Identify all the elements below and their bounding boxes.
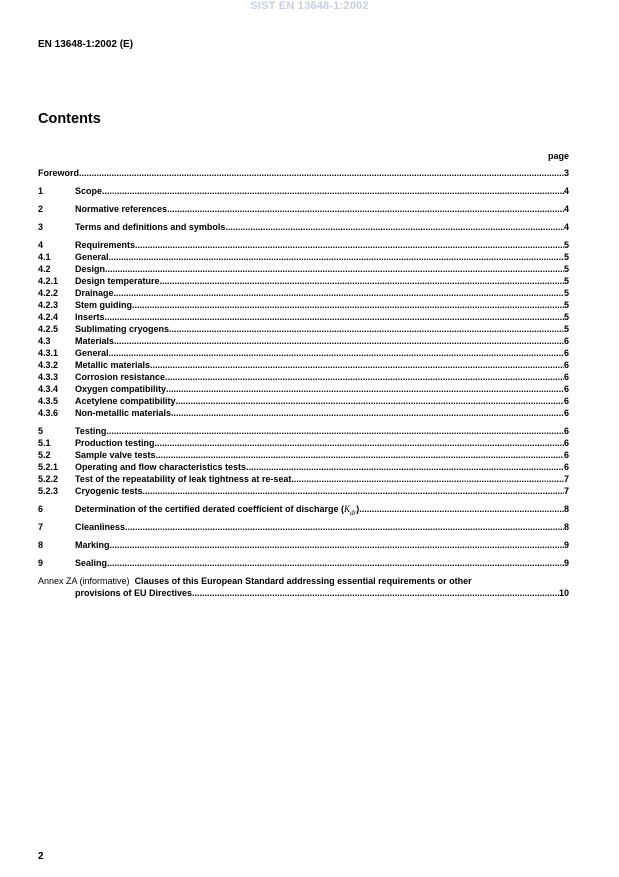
toc-entry-4-3[interactable] <box>38 335 569 347</box>
toc-leader-dots <box>150 359 564 371</box>
toc-entry-title: Sample valve tests <box>75 450 156 460</box>
toc-entry-page: 5 <box>563 240 569 250</box>
toc-entry-title: Operating and flow characteristics tests <box>75 462 247 472</box>
toc-entry-page: 4 <box>563 186 569 196</box>
toc-entry-page: 6 <box>563 372 569 382</box>
toc-leader-dots <box>114 335 564 347</box>
toc-entry-page: 6 <box>563 348 569 358</box>
toc-entry-number: 4.3.4 <box>38 384 59 394</box>
toc-entry-title: Determination of the certified derated coefficient of discharge $(K_{dr})$ <box>75 504 360 517</box>
toc-entry-title: Oxygen compatibility <box>75 384 167 394</box>
toc-entry-number: 5.2.1 <box>38 462 59 472</box>
toc-entry-7[interactable] <box>38 521 569 533</box>
toc-entry-4-2[interactable] <box>38 263 569 275</box>
toc-entry-page: 9 <box>563 558 569 568</box>
toc-entry-page: 6 <box>563 360 569 370</box>
toc-entry-number: 4.2.5 <box>38 324 59 334</box>
toc-entry-title: Foreword <box>38 168 80 178</box>
toc-entry-number: 4.2.4 <box>38 312 59 322</box>
toc-entry-4[interactable] <box>38 239 569 251</box>
toc-leader-dots <box>155 437 564 449</box>
toc-leader-dots <box>105 263 564 275</box>
toc-entry-page: 5 <box>563 288 569 298</box>
toc-entry-page: 7 <box>563 474 569 484</box>
toc-entry-page: 6 <box>563 336 569 346</box>
footer-page-number: 2 <box>38 851 44 862</box>
toc-entry-number: 5.2 <box>38 450 51 460</box>
toc-entry-5-1[interactable] <box>38 437 569 449</box>
toc-list-after <box>38 521 569 569</box>
toc-entry-4-2-3[interactable] <box>38 299 569 311</box>
toc-entry-4-3-1[interactable] <box>38 347 569 359</box>
toc-entry-title: Stem guiding <box>75 300 132 310</box>
toc-entry-4-3-5[interactable] <box>38 395 569 407</box>
toc-entry-title: Cryogenic tests <box>75 486 143 496</box>
toc-entry-number: 4.3.3 <box>38 372 59 382</box>
toc-leader-dots <box>110 539 564 551</box>
toc-leader-dots <box>143 485 564 497</box>
toc-entry-page: 6 <box>563 396 569 406</box>
toc-entry-title: Scope <box>75 186 103 196</box>
toc-entry-page: 6 <box>563 438 569 448</box>
toc-entry-title: Sealing <box>75 558 108 568</box>
toc-entry-title: Marking <box>75 540 110 550</box>
toc-entry-number: 4.2.3 <box>38 300 59 310</box>
toc-leader-dots <box>156 449 564 461</box>
toc-entry-page: 5 <box>563 312 569 322</box>
toc-entry-page: 8 <box>563 504 569 514</box>
toc-entry-page: 6 <box>563 450 569 460</box>
toc-entry-page: 5 <box>563 300 569 310</box>
toc-leader-dots <box>132 299 564 311</box>
toc-entry-number: 4 <box>38 240 44 250</box>
toc-entry-title: General <box>75 348 109 358</box>
toc-leader-dots <box>359 503 564 515</box>
toc-entry-4-3-2[interactable] <box>38 359 569 371</box>
toc-leader-dots <box>79 167 564 179</box>
toc-entry-9[interactable] <box>38 557 569 569</box>
toc-entry-number: 1 <box>38 186 44 196</box>
toc-entry-title: Non-metallic materials <box>75 408 172 418</box>
toc-entry-page: 6 <box>563 384 569 394</box>
toc-entry-number: 4.3.1 <box>38 348 59 358</box>
toc-entry-page: 5 <box>563 276 569 286</box>
toc-entry-title: Inserts <box>75 312 105 322</box>
annex-prefix: Annex ZA (informative) <box>38 576 130 586</box>
toc-entry-page: 5 <box>563 252 569 262</box>
toc-leader-dots <box>106 425 564 437</box>
toc-leader-dots <box>171 407 564 419</box>
toc-leader-dots <box>102 185 564 197</box>
toc-entry-4-2-2[interactable] <box>38 287 569 299</box>
toc-entry-number: 9 <box>38 558 44 568</box>
toc-leader-dots <box>109 347 564 359</box>
toc-leader-dots <box>225 221 564 233</box>
toc-list <box>38 185 569 497</box>
toc-entry-4-2-1[interactable] <box>38 275 569 287</box>
toc-entry-page: 4 <box>563 222 569 232</box>
toc-entry-number: 4.3.5 <box>38 396 59 406</box>
toc-entry-title: Cleanliness <box>75 522 126 532</box>
toc-entry-page: 5 <box>563 324 569 334</box>
toc-entry-number: 6 <box>38 504 44 514</box>
toc-entry-page: 3 <box>563 168 569 178</box>
toc-leader-dots <box>291 473 564 485</box>
toc-leader-dots <box>169 323 564 335</box>
toc-entry-page: 5 <box>563 264 569 274</box>
toc-entry-5-2-2[interactable] <box>38 473 569 485</box>
toc-entry-5-2-1[interactable] <box>38 461 569 473</box>
toc-entry-number: 5.2.3 <box>38 486 59 496</box>
toc-entry-number: 4.3.6 <box>38 408 59 418</box>
toc-entry-title: Test of the repeatability of leak tightness at re-seat <box>75 474 292 484</box>
toc-entry-4-2-4[interactable] <box>38 311 569 323</box>
toc-entry-number: 5 <box>38 426 44 436</box>
toc-entry-page: 6 <box>563 426 569 436</box>
toc-entry-5-2-3[interactable] <box>38 485 569 497</box>
toc-entry-number: 4.2 <box>38 264 51 274</box>
page-title: Contents <box>38 111 101 127</box>
toc-entry-4-1[interactable] <box>38 251 569 263</box>
toc-entry-page: 4 <box>563 204 569 214</box>
toc-entry-4-3-6[interactable] <box>38 407 569 419</box>
document-header: EN 13648-1:2002 (E) <box>38 39 134 50</box>
toc-entry-number: 7 <box>38 522 44 532</box>
toc-entry-title: Terms and definitions and symbols <box>75 222 226 232</box>
toc-leader-dots <box>176 395 564 407</box>
toc-entry-6[interactable] <box>38 503 569 515</box>
toc-entry-title: General <box>75 252 109 262</box>
toc-entry-page: 8 <box>563 522 569 532</box>
toc-entry-number: 8 <box>38 540 44 550</box>
toc-entry-2[interactable] <box>38 203 569 215</box>
toc-leader-dots <box>165 371 564 383</box>
toc-leader-dots <box>125 521 564 533</box>
toc-entry-title: Testing <box>75 426 107 436</box>
toc-entry-number: 4.1 <box>38 252 51 262</box>
toc-leader-dots <box>135 239 564 251</box>
toc-entry-number: 4.2.1 <box>38 276 59 286</box>
toc-entry-number: 2 <box>38 204 44 214</box>
toc-entry-1[interactable] <box>38 185 569 197</box>
toc-leader-dots <box>167 203 564 215</box>
toc-entry-page: 10 <box>558 588 569 598</box>
toc-leader-dots <box>105 311 564 323</box>
toc-entry-page: 6 <box>563 462 569 472</box>
toc-entry-annex-za[interactable] <box>38 575 569 599</box>
toc-leader-dots <box>166 383 564 395</box>
toc-entry-number: 5.1 <box>38 438 51 448</box>
toc-entry-number: 4.3.2 <box>38 360 59 370</box>
toc-entry-4-2-5[interactable] <box>38 323 569 335</box>
toc-entry-8[interactable] <box>38 539 569 551</box>
toc-entry-title: Metallic materials <box>75 360 151 370</box>
page-column-label: page <box>547 151 569 161</box>
toc-entry-5[interactable] <box>38 425 569 437</box>
toc-entry-title: Drainage <box>75 288 114 298</box>
table-of-contents <box>38 167 569 599</box>
kdr-symbol: $K_{dr}$ <box>344 504 357 517</box>
toc-leader-dots <box>192 587 559 599</box>
toc-entry-title: Production testing <box>75 438 155 448</box>
toc-entry-foreword[interactable] <box>38 167 569 179</box>
toc-entry-title: Materials <box>75 336 115 346</box>
toc-leader-dots <box>160 275 564 287</box>
toc-entry-title: Acetylene compatibility <box>75 396 176 406</box>
toc-entry-number: 4.3 <box>38 336 51 346</box>
toc-entry-title: Design <box>75 264 106 274</box>
toc-entry-5-2[interactable] <box>38 449 569 461</box>
toc-entry-3[interactable] <box>38 221 569 233</box>
toc-entry-title: Sublimating cryogens <box>75 324 170 334</box>
annex-title-line2: provisions of EU Directives <box>75 588 193 598</box>
toc-entry-title: Requirements <box>75 240 136 250</box>
toc-leader-dots <box>114 287 564 299</box>
toc-entry-title: Normative references <box>75 204 168 214</box>
toc-leader-dots <box>107 557 564 569</box>
watermark: SIST EN 13648-1:2002 <box>250 0 369 12</box>
toc-leader-dots <box>246 461 564 473</box>
toc-entry-4-3-4[interactable] <box>38 383 569 395</box>
toc-entry-title: Design temperature <box>75 276 160 286</box>
toc-entry-number: 5.2.2 <box>38 474 59 484</box>
toc-entry-number: 3 <box>38 222 44 232</box>
toc-entry-page: 7 <box>563 486 569 496</box>
toc-entry-page: 6 <box>563 408 569 418</box>
toc-entry-title: Corrosion resistance <box>75 372 166 382</box>
toc-entry-4-3-3[interactable] <box>38 371 569 383</box>
toc-entry-page: 9 <box>563 540 569 550</box>
toc-leader-dots <box>109 251 564 263</box>
toc-entry-number: 4.2.2 <box>38 288 59 298</box>
annex-title-line1: Clauses of this European Standard addressing essential requirements or other <box>134 576 472 586</box>
